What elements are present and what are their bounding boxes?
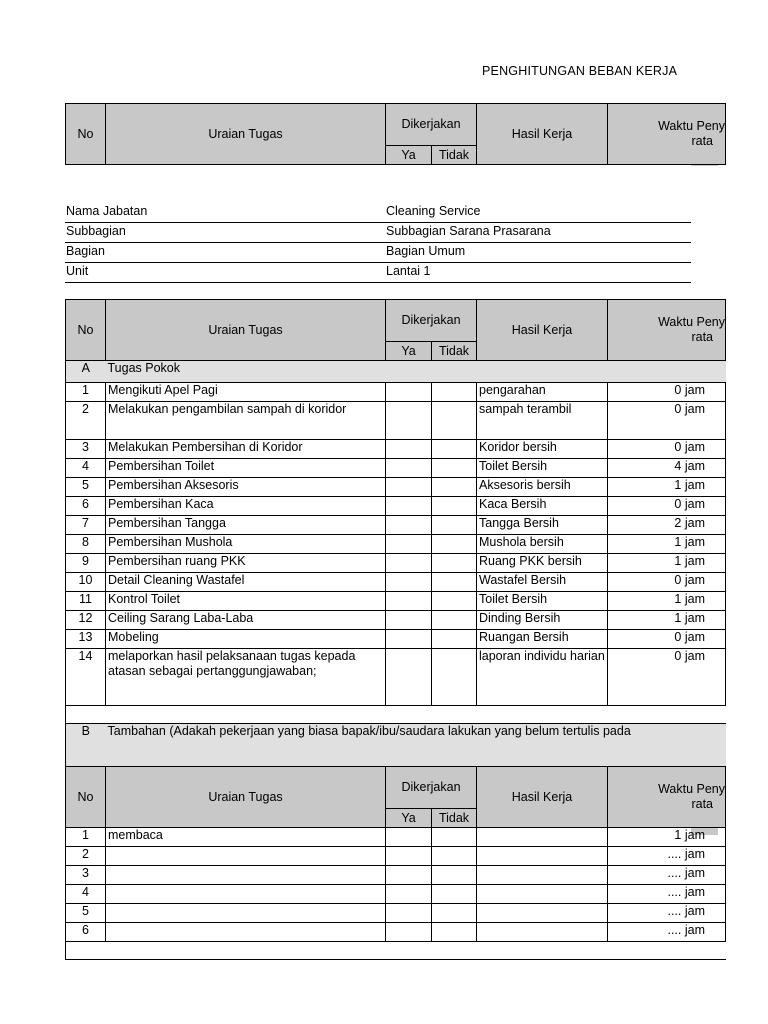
task-waktu: 4 jam xyxy=(608,459,726,478)
task-waktu: .... jam xyxy=(608,885,726,904)
task-no: 6 xyxy=(66,497,106,516)
task-waktu: 0 jam xyxy=(608,383,726,402)
col-hasil: Hasil Kerja xyxy=(477,767,608,828)
table-row xyxy=(66,904,726,923)
info-row: Unit Lantai 1 xyxy=(65,263,691,283)
task-uraian: Pembersihan Aksesoris xyxy=(106,478,386,497)
task-ya xyxy=(386,478,432,497)
col-tidak: Tidak xyxy=(432,809,477,828)
task-tidak xyxy=(432,828,477,847)
table-row xyxy=(66,497,726,516)
task-uraian: Kontrol Toilet xyxy=(106,592,386,611)
task-waktu: 0 jam xyxy=(608,573,726,592)
task-ya xyxy=(386,885,432,904)
col-ya: Ya xyxy=(386,146,432,165)
col-dikerjakan: Dikerjakan xyxy=(386,104,477,146)
task-uraian xyxy=(106,904,386,923)
task-waktu: 1 jam xyxy=(608,554,726,573)
task-waktu: .... jam xyxy=(608,847,726,866)
table-row xyxy=(66,592,726,611)
task-ya xyxy=(386,592,432,611)
task-uraian: Detail Cleaning Wastafel xyxy=(106,573,386,592)
task-no: 8 xyxy=(66,535,106,554)
col-ya: Ya xyxy=(386,342,432,361)
task-ya xyxy=(386,554,432,573)
table-row xyxy=(66,573,726,592)
section-title: Tugas Pokok xyxy=(106,361,726,383)
info-block xyxy=(65,203,691,283)
table-row xyxy=(66,478,726,497)
task-tidak xyxy=(432,630,477,649)
task-ya xyxy=(386,828,432,847)
task-hasil: pengarahan xyxy=(477,383,608,402)
task-uraian: Pembersihan Kaca xyxy=(106,497,386,516)
task-waktu: 1 jam xyxy=(608,592,726,611)
task-hasil xyxy=(477,885,608,904)
task-ya xyxy=(386,516,432,535)
task-hasil: Ruangan Bersih xyxy=(477,630,608,649)
section-title: Tambahan (Adakah pekerjaan yang biasa bapak/ibu/saudara lakukan yang belum tertulis pada xyxy=(106,724,726,767)
task-hasil: Toilet Bersih xyxy=(477,592,608,611)
task-uraian xyxy=(106,847,386,866)
task-hasil: Aksesoris bersih xyxy=(477,478,608,497)
header-table-top xyxy=(65,103,726,165)
task-waktu: 1 jam xyxy=(608,611,726,630)
task-tidak xyxy=(432,611,477,630)
table-row xyxy=(66,459,726,478)
task-ya xyxy=(386,866,432,885)
task-waktu: 0 jam xyxy=(608,630,726,649)
table-row xyxy=(66,866,726,885)
spacer-row xyxy=(66,706,726,724)
table-row xyxy=(66,516,726,535)
task-tidak xyxy=(432,885,477,904)
table-row xyxy=(66,402,726,440)
table-row xyxy=(66,554,726,573)
table-row xyxy=(66,923,726,942)
col-waktu: Waktu Peny rata xyxy=(608,300,726,361)
task-ya xyxy=(386,440,432,459)
col-uraian: Uraian Tugas xyxy=(106,767,386,828)
task-no: 14 xyxy=(66,649,106,706)
task-no: 2 xyxy=(66,847,106,866)
task-hasil: Wastafel Bersih xyxy=(477,573,608,592)
task-hasil: Dinding Bersih xyxy=(477,611,608,630)
task-tidak xyxy=(432,383,477,402)
task-no: 4 xyxy=(66,885,106,904)
task-waktu: 1 jam xyxy=(608,478,726,497)
task-ya xyxy=(386,630,432,649)
task-hasil: Tangga Bersih xyxy=(477,516,608,535)
task-uraian: Melakukan pengambilan sampah di koridor xyxy=(106,402,386,440)
task-no: 3 xyxy=(66,866,106,885)
task-ya xyxy=(386,535,432,554)
task-hasil xyxy=(477,847,608,866)
task-hasil: Toilet Bersih xyxy=(477,459,608,478)
task-uraian xyxy=(106,923,386,942)
task-tidak xyxy=(432,440,477,459)
task-tidak xyxy=(432,497,477,516)
table-row xyxy=(66,383,726,402)
task-uraian: Pembersihan Mushola xyxy=(106,535,386,554)
task-ya xyxy=(386,573,432,592)
task-no: 3 xyxy=(66,440,106,459)
task-tidak xyxy=(432,535,477,554)
table-row xyxy=(66,649,726,706)
table-row xyxy=(66,630,726,649)
task-no: 1 xyxy=(66,383,106,402)
task-hasil: Mushola bersih xyxy=(477,535,608,554)
col-uraian: Uraian Tugas xyxy=(106,300,386,361)
task-tidak xyxy=(432,478,477,497)
table-row xyxy=(66,440,726,459)
task-tidak xyxy=(432,459,477,478)
task-ya xyxy=(386,847,432,866)
task-waktu: .... jam xyxy=(608,923,726,942)
task-waktu: 1 jam xyxy=(608,535,726,554)
task-ya xyxy=(386,383,432,402)
col-dikerjakan: Dikerjakan xyxy=(386,300,477,342)
info-row: Nama Jabatan Cleaning Service xyxy=(65,203,691,223)
col-no: No xyxy=(66,300,106,361)
task-uraian xyxy=(106,885,386,904)
spacer-row xyxy=(66,942,726,960)
col-ya: Ya xyxy=(386,809,432,828)
task-hasil: Ruang PKK bersih xyxy=(477,554,608,573)
task-waktu: 1 jam xyxy=(608,828,726,847)
col-tidak: Tidak xyxy=(432,342,477,361)
task-waktu: .... jam xyxy=(608,904,726,923)
info-row: Subbagian Subbagian Sarana Prasarana xyxy=(65,223,691,243)
task-tidak xyxy=(432,649,477,706)
task-uraian: Melakukan Pembersihan di Koridor xyxy=(106,440,386,459)
task-tidak xyxy=(432,866,477,885)
task-ya xyxy=(386,904,432,923)
task-tidak xyxy=(432,923,477,942)
task-waktu: 0 jam xyxy=(608,649,726,706)
task-no: 12 xyxy=(66,611,106,630)
task-ya xyxy=(386,923,432,942)
col-waktu: Waktu Peny rata xyxy=(608,767,726,828)
task-no: 13 xyxy=(66,630,106,649)
task-tidak xyxy=(432,847,477,866)
task-ya xyxy=(386,459,432,478)
task-no: 6 xyxy=(66,923,106,942)
task-uraian: Pembersihan Tangga xyxy=(106,516,386,535)
task-uraian: Mobeling xyxy=(106,630,386,649)
table-row xyxy=(66,535,726,554)
task-waktu: 2 jam xyxy=(608,516,726,535)
task-no: 11 xyxy=(66,592,106,611)
col-hasil: Hasil Kerja xyxy=(477,300,608,361)
task-uraian: Pembersihan ruang PKK xyxy=(106,554,386,573)
task-waktu: 0 jam xyxy=(608,440,726,459)
task-ya xyxy=(386,402,432,440)
task-waktu: 0 jam xyxy=(608,497,726,516)
task-uraian xyxy=(106,866,386,885)
task-tidak xyxy=(432,904,477,923)
page-title: PENGHITUNGAN BEBAN KERJA xyxy=(482,64,678,78)
task-tidak xyxy=(432,554,477,573)
task-ya xyxy=(386,611,432,630)
task-hasil xyxy=(477,866,608,885)
info-row: Bagian Bagian Umum xyxy=(65,243,691,263)
task-tidak xyxy=(432,592,477,611)
col-no: No xyxy=(66,767,106,828)
task-no: 10 xyxy=(66,573,106,592)
table-row xyxy=(66,847,726,866)
section-code: B xyxy=(66,724,106,767)
task-no: 9 xyxy=(66,554,106,573)
table-row xyxy=(66,828,726,847)
section-code: A xyxy=(66,361,106,383)
task-uraian: Mengikuti Apel Pagi xyxy=(106,383,386,402)
task-uraian: melaporkan hasil pelaksanaan tugas kepada atasan sebagai pertanggungjawaban; xyxy=(106,649,386,706)
task-table xyxy=(65,299,726,960)
task-hasil xyxy=(477,904,608,923)
col-no: No xyxy=(66,104,106,165)
task-hasil: laporan individu harian xyxy=(477,649,608,706)
task-no: 2 xyxy=(66,402,106,440)
col-waktu: Waktu Peny rata xyxy=(608,104,726,165)
task-uraian: membaca xyxy=(106,828,386,847)
task-waktu: 0 jam xyxy=(608,402,726,440)
task-no: 4 xyxy=(66,459,106,478)
task-hasil: sampah terambil xyxy=(477,402,608,440)
task-tidak xyxy=(432,402,477,440)
task-ya xyxy=(386,649,432,706)
task-no: 5 xyxy=(66,904,106,923)
task-no: 7 xyxy=(66,516,106,535)
col-tidak: Tidak xyxy=(432,146,477,165)
task-tidak xyxy=(432,516,477,535)
task-hasil: Koridor bersih xyxy=(477,440,608,459)
task-hasil xyxy=(477,923,608,942)
col-uraian: Uraian Tugas xyxy=(106,104,386,165)
task-hasil xyxy=(477,828,608,847)
task-waktu: .... jam xyxy=(608,866,726,885)
table-row xyxy=(66,611,726,630)
table-row xyxy=(66,885,726,904)
task-no: 5 xyxy=(66,478,106,497)
task-ya xyxy=(386,497,432,516)
col-hasil: Hasil Kerja xyxy=(477,104,608,165)
task-uraian: Pembersihan Toilet xyxy=(106,459,386,478)
task-hasil: Kaca Bersih xyxy=(477,497,608,516)
task-uraian: Ceiling Sarang Laba-Laba xyxy=(106,611,386,630)
col-dikerjakan: Dikerjakan xyxy=(386,767,477,809)
task-tidak xyxy=(432,573,477,592)
task-no: 1 xyxy=(66,828,106,847)
